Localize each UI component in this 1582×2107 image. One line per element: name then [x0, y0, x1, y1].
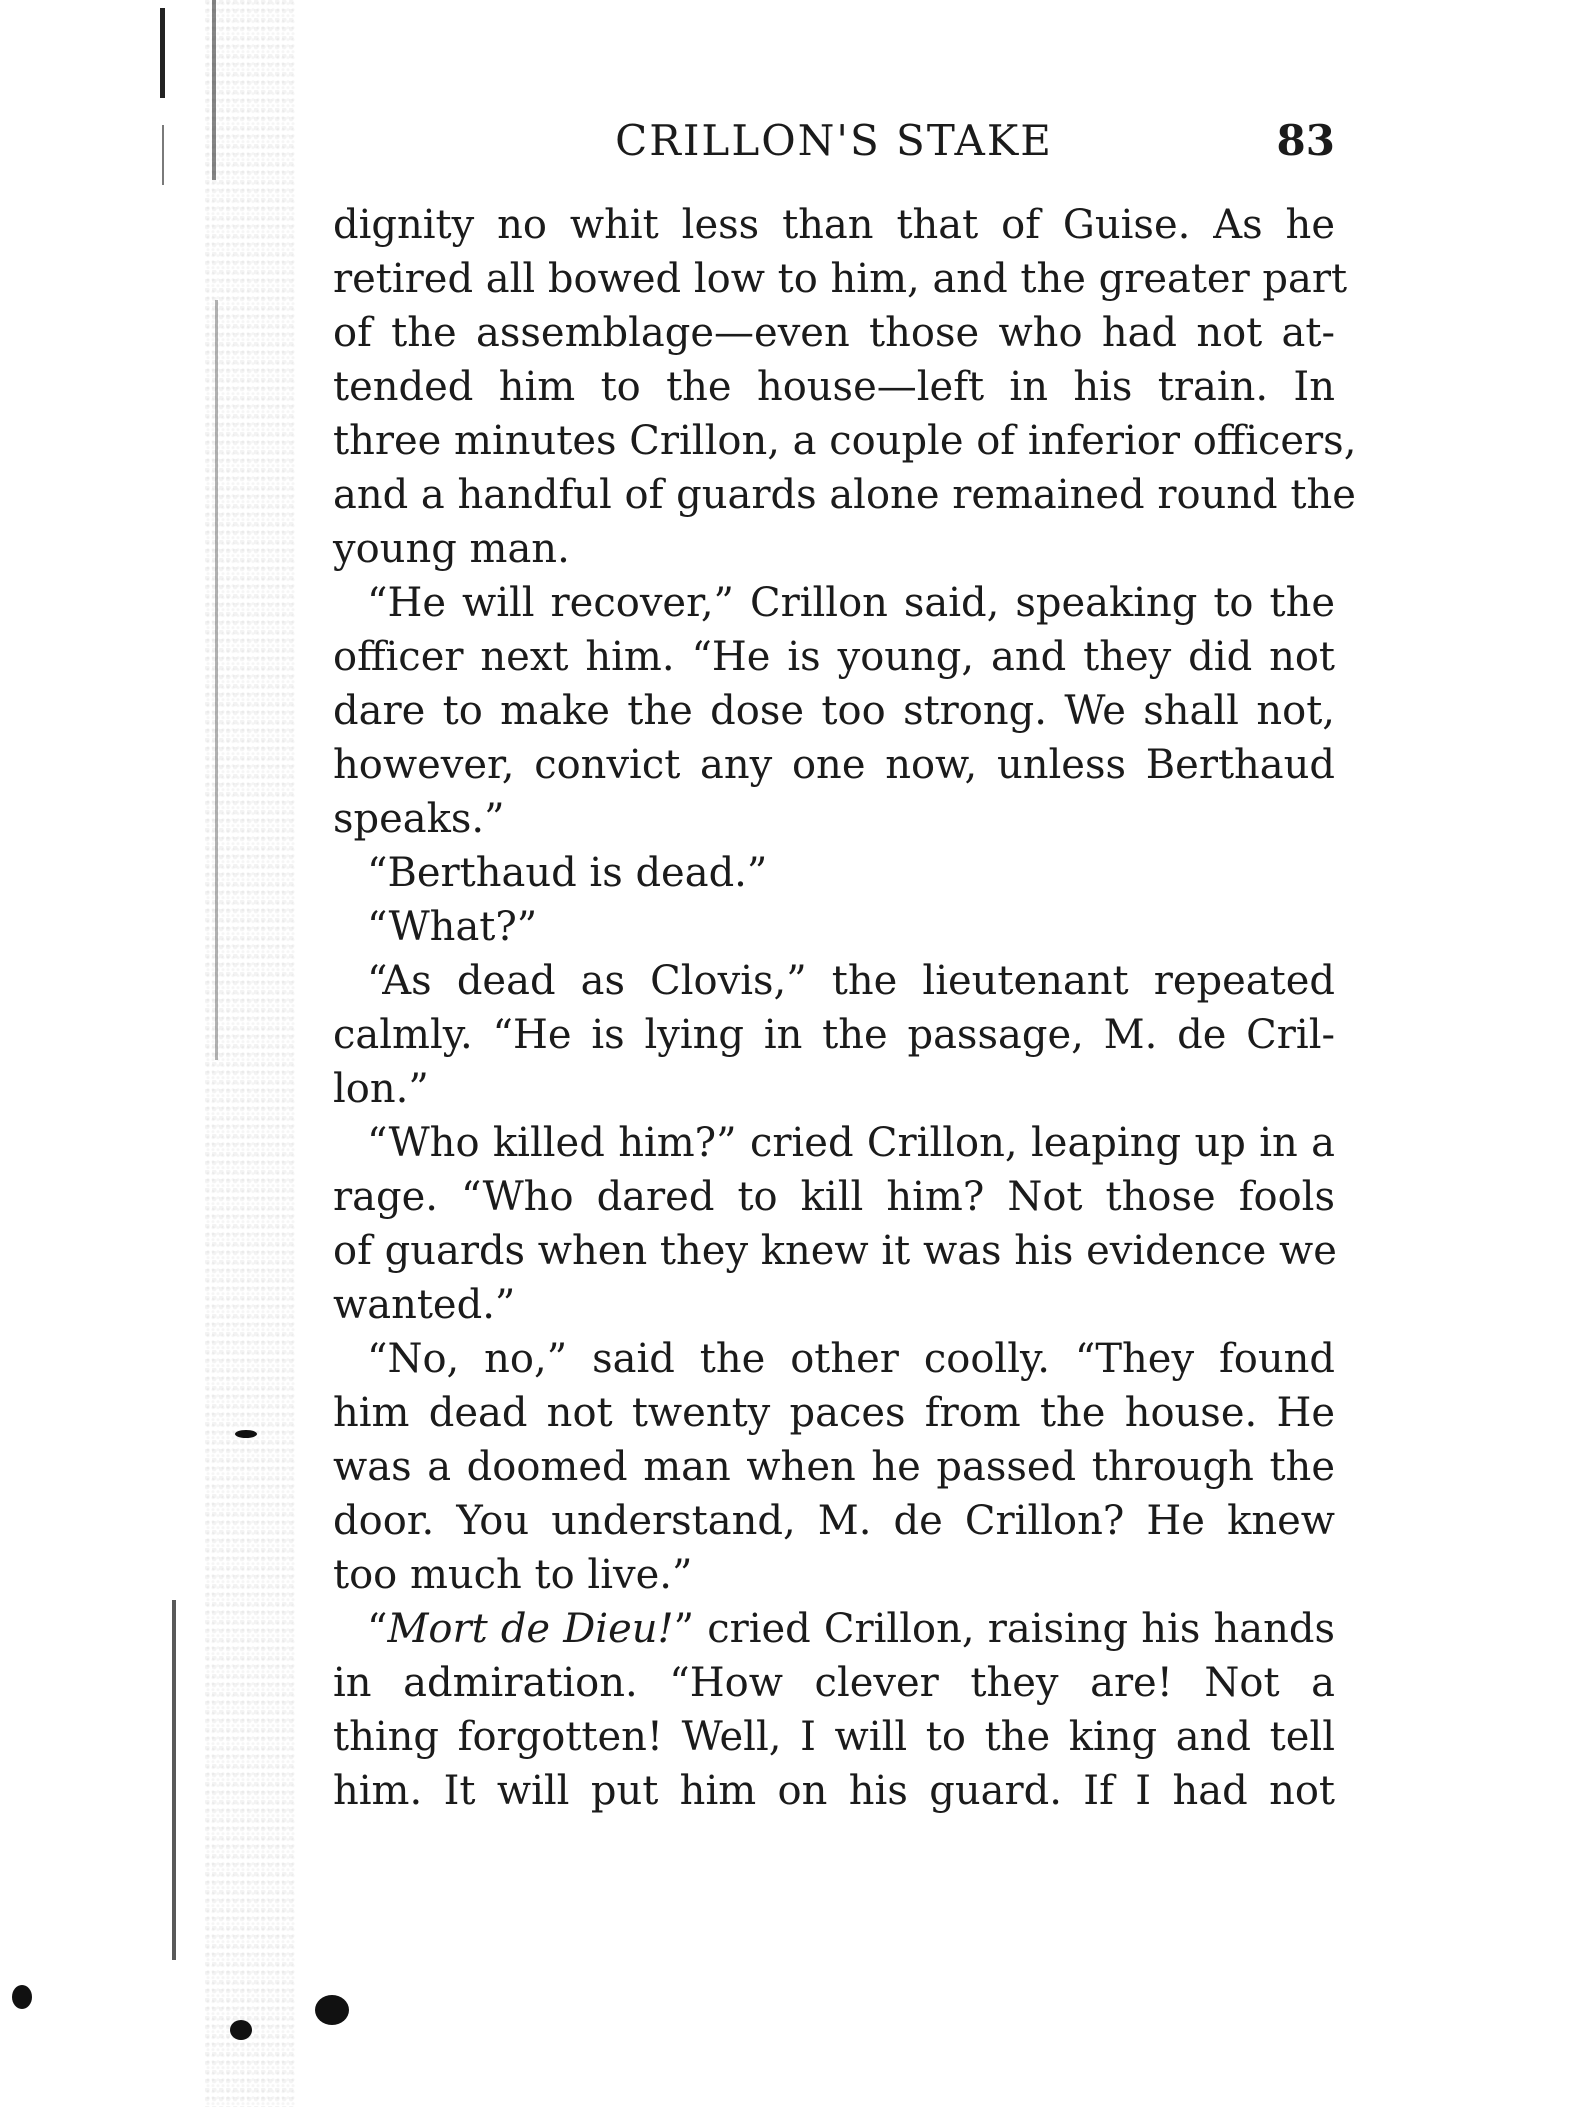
spine-line [162, 125, 164, 185]
text-line: dignity no whit less than that of Guise. As he [333, 202, 1335, 248]
ink-speck [230, 2020, 252, 2040]
text-line: young man. [333, 526, 570, 572]
spine-line [212, 0, 216, 180]
text-line: “What?” [367, 904, 538, 950]
text-line: too much to live.” [333, 1552, 693, 1598]
text-line: rage. “Who dared to kill him? Not those fools [333, 1174, 1335, 1220]
text-line: door. You understand, M. de Crillon? He knew [333, 1498, 1335, 1544]
text-line: calmly. “He is lying in the passage, M. de Cril- [333, 1012, 1335, 1058]
text-line: “Mort de Dieu!” cried Crillon, raising his hands [367, 1606, 1336, 1652]
text-line: “Berthaud is dead.” [367, 850, 768, 896]
text-line: retired all bowed low to him, and the greater part [333, 256, 1348, 302]
ink-speck [315, 1995, 349, 2025]
text-line: of the assemblage—even those who had not at- [333, 310, 1335, 356]
text-line: thing forgotten! Well, I will to the king and tell [333, 1714, 1335, 1760]
text-line: “As dead as Clovis,” the lieutenant repeated [367, 958, 1335, 1004]
spine-line [172, 1600, 176, 1960]
text-line: three minutes Crillon, a couple of inferior officers, [333, 418, 1357, 464]
text-line: “No, no,” said the other coolly. “They found [367, 1336, 1335, 1382]
text-line: him. It will put him on his guard. If I had not [333, 1768, 1335, 1814]
body-text [333, 198, 1357, 1818]
text-line: tended him to the house—left in his train. In [333, 364, 1335, 410]
text-line: officer next him. “He is young, and they did not [333, 634, 1335, 680]
gutter-shadow [205, 0, 295, 2107]
text-line: in admiration. “How clever they are! Not a [333, 1660, 1335, 1706]
italic-phrase: Mort de Dieu! [387, 1606, 674, 1652]
text-line: “Who killed him?” cried Crillon, leaping up in a [367, 1120, 1335, 1166]
text-line: “He will recover,” Crillon said, speaking to the [367, 580, 1335, 626]
text-line: lon.” [333, 1066, 429, 1112]
text-line: wanted.” [333, 1282, 516, 1328]
spine-line [160, 8, 165, 98]
ink-speck [12, 1985, 32, 2009]
page-number: 83 [1276, 116, 1335, 165]
text-line: of guards when they knew it was his evidence we [333, 1228, 1337, 1274]
running-title: CRILLON'S STAKE [615, 116, 1053, 165]
ink-speck [235, 1430, 257, 1438]
text-line: speaks.” [333, 796, 505, 842]
text-line: however, convict any one now, unless Berthaud [333, 742, 1335, 788]
text-line: was a doomed man when he passed through the [333, 1444, 1335, 1490]
running-head [333, 112, 1335, 172]
text-line: and a handful of guards alone remained round the [333, 472, 1356, 518]
text-line: dare to make the dose too strong. We shall not, [333, 688, 1335, 734]
spine-line [215, 300, 218, 1060]
text-line: him dead not twenty paces from the house. He [333, 1390, 1335, 1436]
